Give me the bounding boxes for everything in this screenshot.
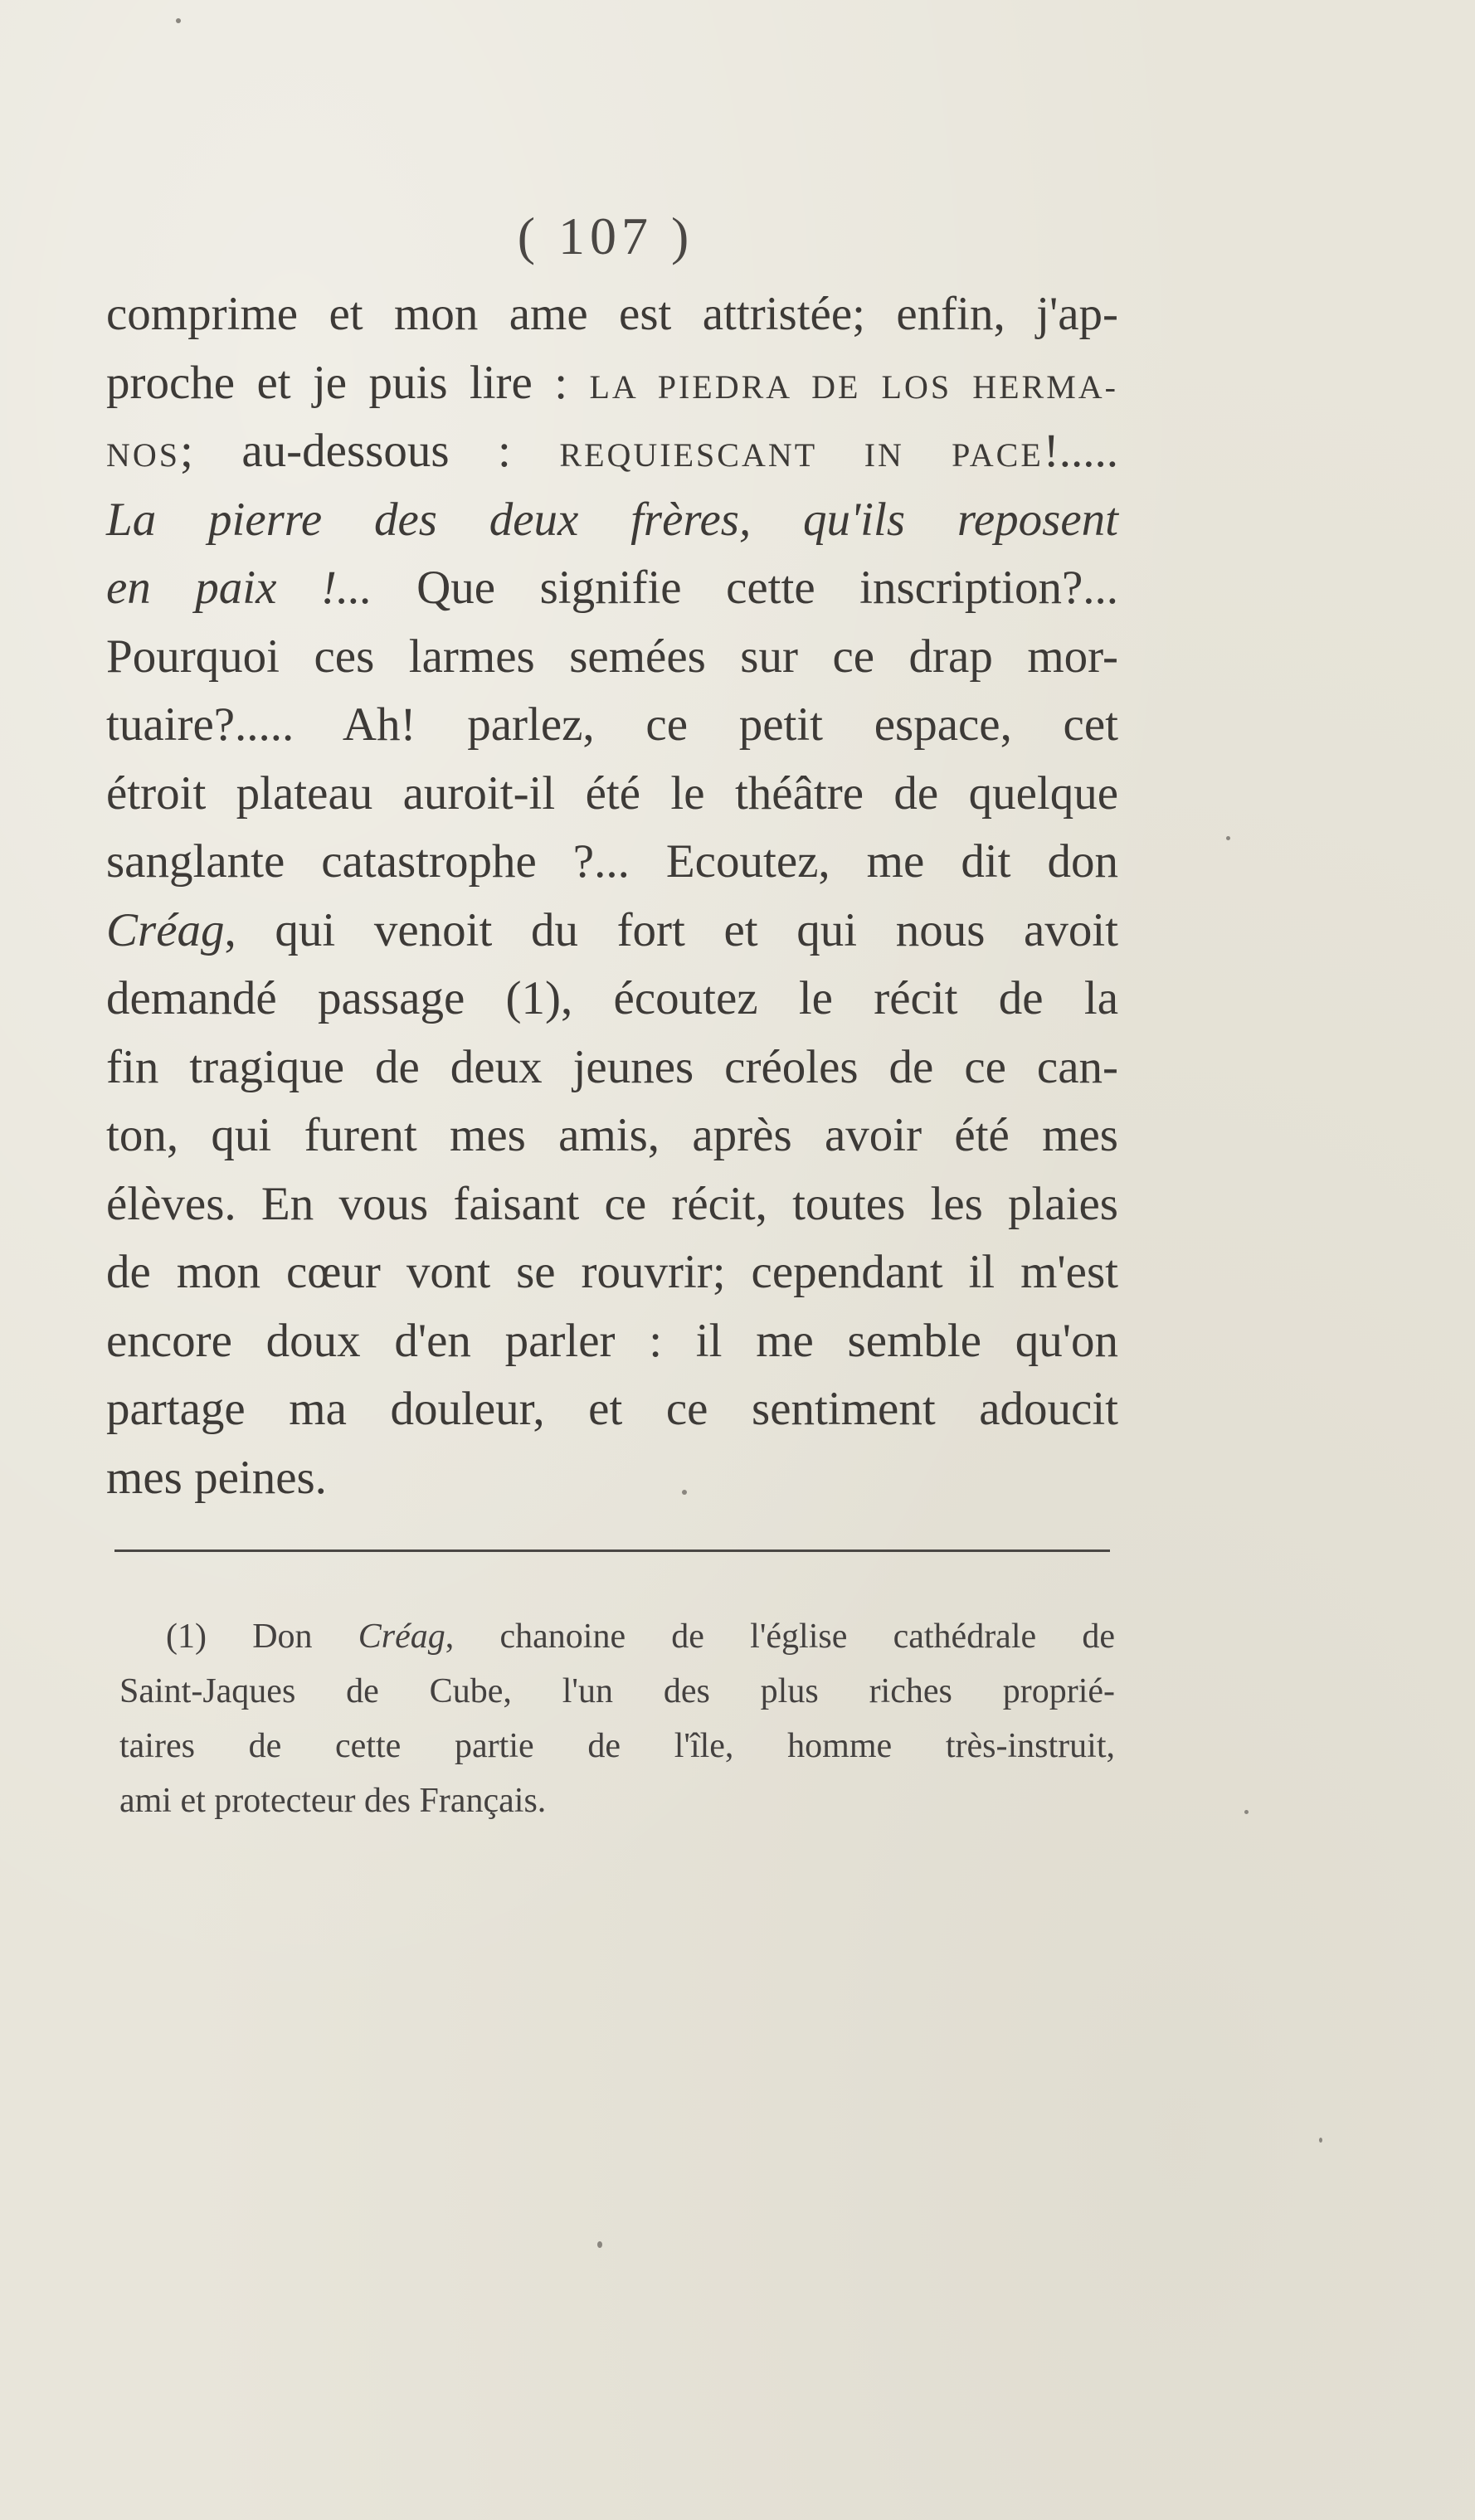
text-segment: Pourquoi ces larmes semées sur ce drap mor-: [106, 630, 1118, 683]
text-segment: ; au-dessous :: [180, 425, 560, 477]
text-line: [106, 417, 1118, 486]
text-line: [106, 965, 1118, 1034]
footnote-segment: , chanoine de l'église cathédrale de: [445, 1618, 1115, 1656]
paper-speck: [597, 2241, 602, 2248]
italic-translation: La pierre des deux frères, qu'ils reposent: [106, 493, 1118, 546]
text-segment: de mon cœur vont se rouvrir; cependant il m'est: [106, 1246, 1118, 1298]
text-segment: ton, qui furent mes amis, après avoir été mes: [106, 1109, 1118, 1161]
text-segment: proche et je puis lire :: [106, 356, 590, 409]
paper-speck: [1226, 836, 1230, 840]
italic-translation: en paix !...: [106, 562, 372, 614]
text-line: [106, 760, 1118, 829]
paper-speck: [682, 1490, 687, 1495]
text-line: [106, 623, 1118, 692]
footnote-line: [119, 1609, 1115, 1664]
text-line: [106, 897, 1118, 966]
footnote-segment: taires de cette partie de l'île, homme très-instruit,: [119, 1727, 1115, 1765]
footnote-segment: ami et protecteur des Français.: [119, 1782, 547, 1820]
text-segment: élèves. En vous faisant ce récit, toutes les plaies: [106, 1177, 1118, 1230]
paper-speck: [1319, 2138, 1322, 2143]
text-segment: !.....: [1043, 425, 1118, 477]
page-number: ( 107 ): [517, 207, 694, 265]
text-line: [106, 280, 1118, 349]
footnote-line: [119, 1664, 1115, 1719]
italic-name: Créag: [358, 1618, 445, 1656]
text-segment: tuaire?..... Ah! parlez, ce petit espace, cet: [106, 698, 1118, 751]
text-line: [106, 1375, 1118, 1444]
text-segment: , qui venoit du fort et qui nous avoit: [224, 903, 1118, 956]
text-line: [106, 1170, 1118, 1239]
paper-speck: [176, 18, 181, 23]
text-segment: demandé passage (1), écoutez le récit de la: [106, 972, 1118, 1024]
text-line: [106, 1034, 1118, 1102]
text-segment: Que signifie cette inscription?...: [372, 562, 1118, 614]
footnote-segment: Saint-Jaques de Cube, l'un des plus riches proprié-: [119, 1672, 1115, 1710]
text-segment: comprime et mon ame est attristée; enfin, j'ap-: [106, 288, 1118, 340]
footnote-line: [119, 1719, 1115, 1773]
footnote-divider: [114, 1549, 1110, 1552]
text-line: [106, 349, 1118, 418]
text-segment: étroit plateau auroit-il été le théâtre de quelque: [106, 766, 1118, 820]
main-text: [106, 280, 1118, 1512]
text-line: [106, 828, 1118, 897]
text-line: [106, 554, 1118, 623]
text-segment: fin tragique de deux jeunes créoles de ce can-: [106, 1040, 1118, 1093]
text-line: [106, 1444, 1118, 1513]
text-segment: mes peines.: [106, 1451, 327, 1504]
footnote-segment: (1) Don: [166, 1618, 358, 1656]
text-line: [106, 1238, 1118, 1307]
paper-speck: [1244, 1810, 1249, 1814]
small-caps-inscription: LA PIEDRA DE LOS HERMA-: [589, 367, 1118, 406]
text-line: [106, 486, 1118, 555]
footnote: [119, 1609, 1115, 1828]
text-segment: sanglante catastrophe ?... Ecoutez, me dit don: [106, 835, 1118, 888]
small-caps-inscription: REQUIESCANT IN PACE: [559, 436, 1044, 474]
text-segment: encore doux d'en parler : il me semble qu'on: [106, 1314, 1118, 1367]
text-line: [106, 1102, 1118, 1170]
footnote-line: [119, 1773, 1115, 1828]
text-line: [106, 1307, 1118, 1376]
text-segment: partage ma douleur, et ce sentiment adoucit: [106, 1383, 1118, 1435]
italic-name: Créag: [106, 903, 225, 956]
text-line: [106, 691, 1118, 760]
small-caps-inscription: NOS: [106, 436, 181, 474]
